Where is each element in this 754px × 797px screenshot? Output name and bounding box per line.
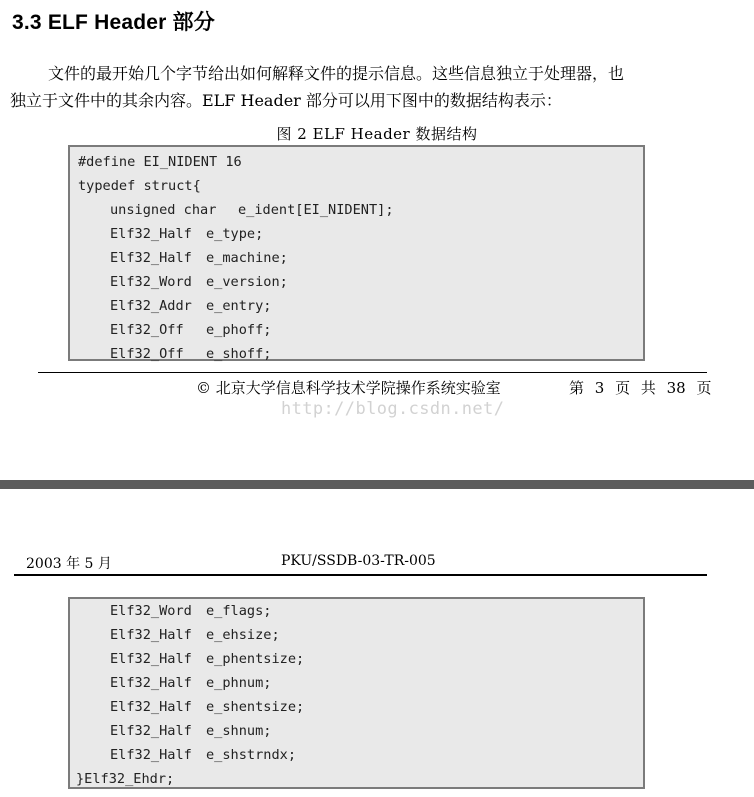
field-name: e_phoff; bbox=[206, 322, 272, 338]
paragraph-line-2: 独立于文件中的其余内容。ELF Header 部分可以用下图中的数据结构表示： bbox=[10, 91, 562, 110]
field-name: e_version; bbox=[206, 274, 288, 290]
field-type: Elf32_Word bbox=[110, 603, 192, 619]
field-type: Elf32_Half bbox=[110, 675, 192, 691]
field-name: e_type; bbox=[206, 226, 264, 242]
code-line-field bbox=[70, 647, 643, 671]
field-name: e_shoff; bbox=[206, 346, 272, 362]
code-line-typedef: typedef struct{ bbox=[78, 178, 201, 194]
field-type: Elf32_Half bbox=[110, 723, 192, 739]
code-line-field bbox=[70, 599, 643, 623]
paragraph-line-1: 文件的最开始几个字节给出如何解释文件的提示信息。这些信息独立于处理器，也 bbox=[48, 64, 625, 83]
field-type: Elf32_Off bbox=[110, 322, 184, 338]
field-type: Elf32_Half bbox=[110, 627, 192, 643]
page-separator bbox=[0, 480, 754, 489]
field-type: Elf32_Half bbox=[110, 699, 192, 715]
field-name: e_shnum; bbox=[206, 723, 272, 739]
field-name: e_shentsize; bbox=[206, 699, 305, 715]
code-line-define: #define EI_NIDENT 16 bbox=[78, 154, 242, 170]
code-line-field bbox=[70, 222, 643, 246]
code-line-field bbox=[70, 719, 643, 743]
code-line-field bbox=[70, 743, 643, 767]
field-name: e_ehsize; bbox=[206, 627, 280, 643]
field-name: e_phentsize; bbox=[206, 651, 305, 667]
footer-page-number: 第 3 页 共 38 页 bbox=[569, 379, 712, 397]
field-name: e_entry; bbox=[206, 298, 272, 314]
field-type: Elf32_Half bbox=[110, 226, 192, 242]
field-type: Elf32_Word bbox=[110, 274, 192, 290]
header-date: 2003 年 5 月 bbox=[26, 556, 112, 572]
field-type: unsigned char bbox=[110, 202, 217, 218]
code-line-field bbox=[70, 246, 643, 270]
code-line-field bbox=[70, 623, 643, 647]
intro-paragraph bbox=[10, 60, 710, 114]
figure-caption: 图 2 ELF Header 数据结构 bbox=[276, 125, 478, 143]
watermark-url: http://blog.csdn.net/ bbox=[281, 399, 505, 419]
code-line-field bbox=[70, 342, 643, 366]
field-name: e_flags; bbox=[206, 603, 272, 619]
code-line-field bbox=[70, 198, 643, 222]
section-heading: 3.3 ELF Header 部分 bbox=[12, 11, 215, 34]
field-type: Elf32_Addr bbox=[110, 298, 192, 314]
field-type: Elf32_Off bbox=[110, 346, 184, 362]
field-type: Elf32_Half bbox=[110, 747, 192, 763]
code-line-field bbox=[70, 294, 643, 318]
footer-copyright: © 北京大学信息科学技术学院操作系统实验室 bbox=[196, 379, 501, 397]
field-type: Elf32_Half bbox=[110, 651, 192, 667]
field-name: e_machine; bbox=[206, 250, 288, 266]
code-line-field bbox=[70, 695, 643, 719]
field-name: e_ident[EI_NIDENT]; bbox=[238, 202, 394, 218]
code-line-field bbox=[70, 671, 643, 695]
code-line-field bbox=[70, 318, 643, 342]
code-line-field bbox=[70, 270, 643, 294]
code-block-2 bbox=[68, 597, 645, 789]
field-name: e_shstrndx; bbox=[206, 747, 297, 763]
code-line-closing: }Elf32_Ehdr; bbox=[76, 771, 175, 787]
field-name: e_phnum; bbox=[206, 675, 272, 691]
field-type: Elf32_Half bbox=[110, 250, 192, 266]
header-doc-id: PKU/SSDB-03-TR-005 bbox=[281, 553, 436, 569]
header-divider bbox=[14, 574, 707, 576]
code-block-1 bbox=[68, 145, 645, 361]
footer-divider bbox=[38, 372, 707, 373]
